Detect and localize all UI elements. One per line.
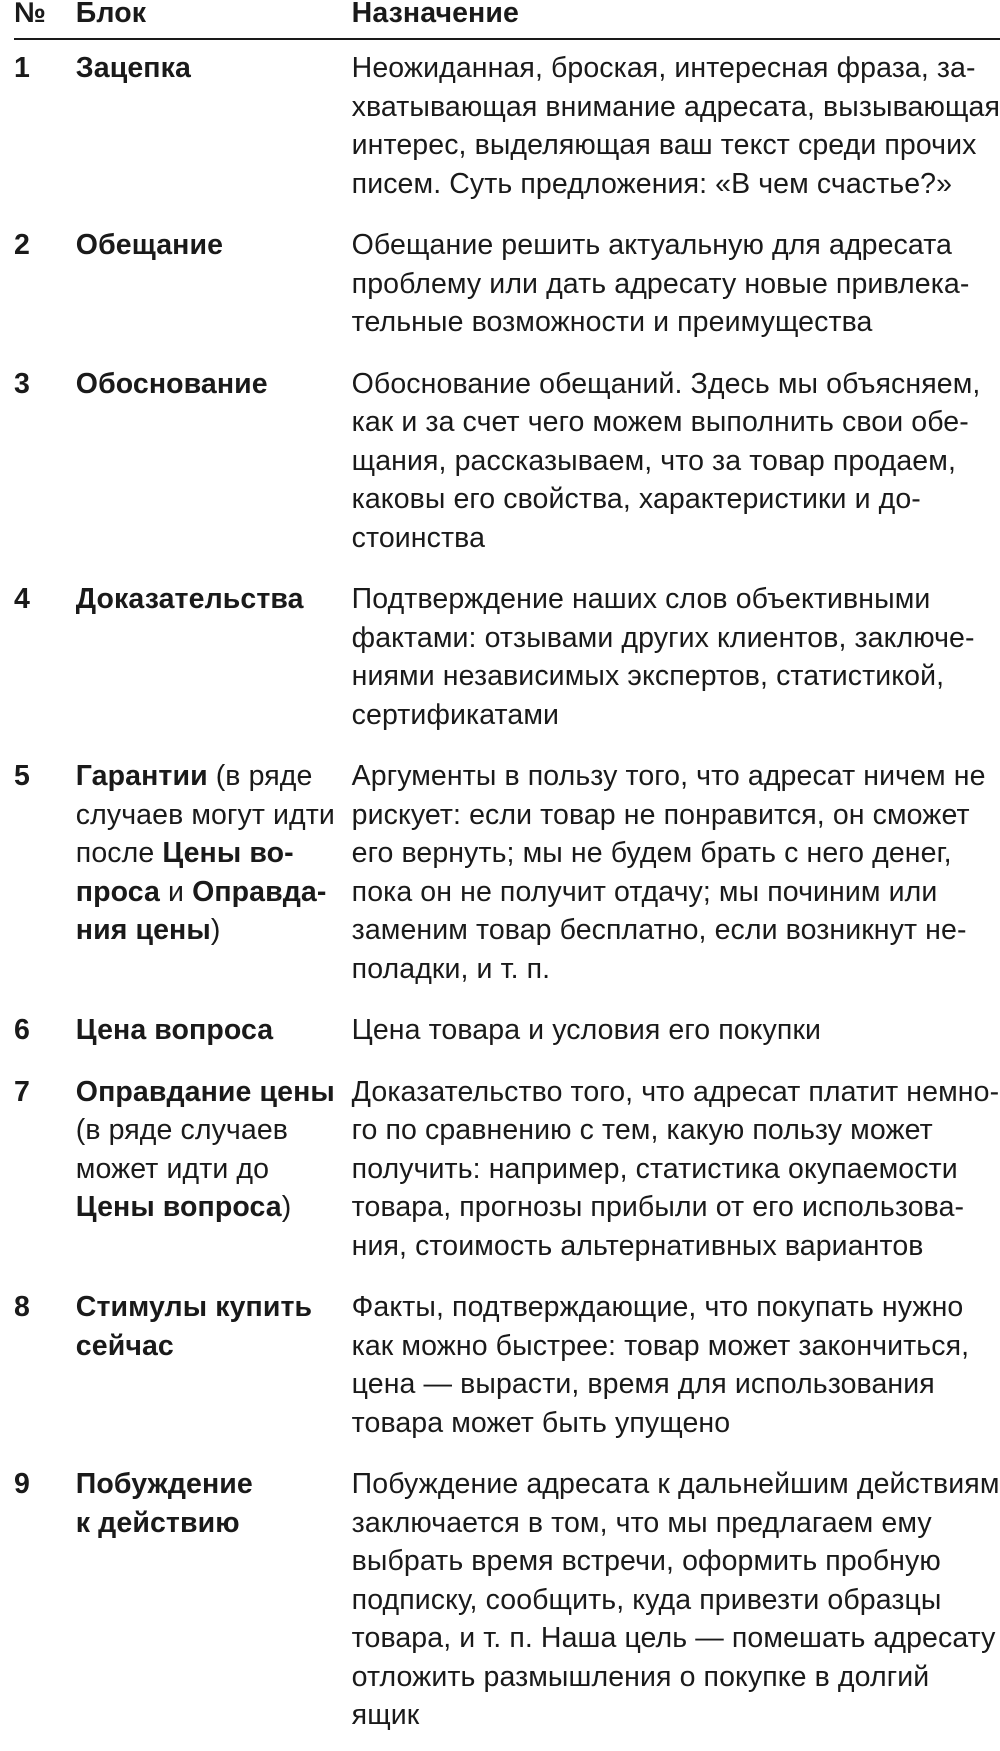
purpose-line: товара, и т. п. Наша цель — помешать адресату — [351, 1622, 996, 1654]
block-name-line — [76, 365, 352, 404]
purpose-line: интерес, выделяющая ваш текст среди прочих — [351, 129, 977, 161]
purpose-line: Обещание решить актуальную для адресата — [351, 229, 953, 261]
table-row — [14, 219, 1000, 358]
block-name-note: и — [160, 875, 193, 908]
block-name-bold: Цена вопроса — [75, 1014, 274, 1046]
table-row — [14, 1066, 1000, 1282]
block-name-line — [76, 1111, 352, 1150]
row-number: 4 — [14, 583, 30, 615]
purpose-line: фактами: отзывами других клиентов, заключе- — [351, 621, 975, 654]
header-purpose: Назначение — [352, 0, 1000, 39]
block-name-bold: к действию — [75, 1506, 240, 1539]
block-name-line — [76, 834, 352, 873]
purpose-line: получить: например, статистика окупаемости — [351, 1152, 958, 1185]
row-number: 1 — [14, 52, 30, 84]
block-name — [76, 219, 352, 358]
block-name — [76, 39, 352, 219]
block-name-bold: Оправдание цены — [75, 1075, 335, 1108]
purpose-line: товара может быть упущено — [351, 1406, 731, 1439]
block-name-note: может идти до — [75, 1152, 270, 1185]
row-number: 3 — [14, 367, 30, 400]
purpose-line: каковы его свойства, характеристики и до- — [351, 483, 921, 515]
block-name-bold: Стимулы купить — [75, 1291, 313, 1323]
table-row — [14, 1281, 1000, 1458]
purpose-line: Факты, подтверждающие, что покупать нужно — [351, 1291, 964, 1323]
block-name-bold: Цены вопроса — [75, 1191, 282, 1223]
block-name-bold: Обоснование — [75, 367, 268, 400]
block-name-line — [76, 796, 352, 835]
block-purpose — [352, 219, 1000, 358]
block-purpose — [352, 1458, 1000, 1751]
block-name-line — [76, 1011, 352, 1050]
purpose-line: поладки, и т. п. — [351, 952, 551, 985]
purpose-line: ния, стоимость альтернативных вариантов — [351, 1229, 924, 1262]
purpose-line: Обоснование обещаний. Здесь мы объясняем, — [351, 367, 981, 400]
purpose-line: как и за счет чего можем выполнить свои обе- — [351, 406, 969, 438]
purpose-line: стоинства — [351, 521, 486, 554]
table-header — [14, 0, 1000, 39]
block-name-line — [76, 580, 352, 619]
block-name-line — [76, 1327, 352, 1366]
block-purpose — [352, 39, 1000, 219]
table-row — [14, 1458, 1000, 1751]
block-name-line — [76, 1504, 352, 1543]
block-name-bold: ния цены — [75, 914, 211, 946]
purpose-line: ящик — [351, 1699, 420, 1731]
purpose-line: подписку, сообщить, куда привезти образцы — [351, 1583, 942, 1616]
block-name-line — [76, 757, 352, 796]
block-name-note: после — [75, 837, 163, 869]
row-number: 7 — [14, 1075, 30, 1108]
block-purpose — [352, 750, 1000, 1004]
block-name — [76, 1066, 352, 1282]
block-name-bold: Оправда- — [192, 875, 327, 908]
block-name-bold: Цены во- — [162, 837, 294, 869]
block-name-note: (в ряде случаев — [75, 1114, 289, 1146]
table-body — [14, 39, 1000, 1751]
block-name-bold: сейчас — [75, 1329, 174, 1362]
purpose-line: проблему или дать адресату новые привлека- — [351, 267, 970, 300]
header-block: Блок — [76, 0, 352, 39]
block-name-line — [76, 49, 352, 88]
purpose-line: заключается в том, что мы предлагаем ему — [351, 1506, 932, 1539]
block-name-line — [76, 1073, 352, 1112]
row-number: 6 — [14, 1014, 30, 1046]
purpose-line: сертификатами — [351, 698, 560, 731]
block-name-note: ) — [210, 914, 221, 946]
block-name — [76, 1458, 352, 1751]
purpose-line: щания, рассказываем, что за товар продаем, — [351, 444, 956, 477]
purpose-line: Цена товара и условия его покупки — [351, 1014, 822, 1046]
block-purpose — [352, 1004, 1000, 1066]
header-number: № — [14, 0, 76, 39]
purpose-line: цена — вырасти, время для использования — [351, 1368, 935, 1400]
row-number: 2 — [14, 229, 30, 261]
block-name-note: ) — [281, 1191, 292, 1223]
purpose-line: Неожиданная, броская, интересная фраза, за- — [351, 52, 976, 84]
purpose-line: товара, прогнозы прибыли от его использова- — [351, 1191, 965, 1223]
purpose-line: Доказательство того, что адресат платит немно- — [351, 1075, 1000, 1108]
purpose-line: хватывающая внимание адресата, вызывающая — [351, 90, 1000, 123]
row-number: 9 — [14, 1468, 30, 1500]
table-row — [14, 1004, 1000, 1066]
block-name-bold: проса — [75, 875, 161, 908]
block-name-line — [76, 1288, 352, 1327]
purpose-line: выбрать время встречи, оформить пробную — [351, 1545, 941, 1577]
purpose-line: писем. Суть предложения: «В чем счастье?» — [351, 167, 953, 200]
purpose-line: тельные возможности и преимущества — [351, 306, 873, 338]
block-name — [76, 573, 352, 750]
block-name-note: (в ряде — [207, 760, 313, 792]
purpose-line: Побуждение адресата к дальнейшим действиям — [351, 1468, 1000, 1500]
purpose-line: Подтверждение наших слов объективными — [351, 583, 931, 615]
block-name-bold: Гарантии — [75, 760, 208, 792]
table-row — [14, 573, 1000, 750]
purpose-line: заменим товар бесплатно, если возникнут не- — [351, 914, 967, 946]
block-name-note: случаев могут идти — [75, 798, 335, 831]
block-name-line — [76, 1465, 352, 1504]
table-row — [14, 750, 1000, 1004]
block-name-line — [76, 911, 352, 950]
block-name — [76, 1281, 352, 1458]
block-name-line — [76, 226, 352, 265]
purpose-line: его вернуть; мы не будем брать с него денег, — [351, 837, 952, 869]
block-name — [76, 750, 352, 1004]
block-name — [76, 358, 352, 574]
block-purpose — [352, 1281, 1000, 1458]
purpose-line: как можно быстрее: товар может закончиться, — [351, 1329, 970, 1362]
purpose-line: пока он не получит отдачу; мы починим или — [351, 875, 938, 908]
table-row — [14, 358, 1000, 574]
block-name-line — [76, 873, 352, 912]
block-name-line — [76, 1150, 352, 1189]
block-name-bold: Побуждение — [75, 1468, 253, 1500]
block-name-bold: Доказательства — [75, 583, 304, 615]
block-name-bold: Обещание — [75, 229, 224, 261]
block-name-line — [76, 1188, 352, 1227]
purpose-line: отложить размышления о покупке в долгий — [351, 1660, 930, 1693]
row-number: 8 — [14, 1291, 30, 1323]
block-purpose — [352, 358, 1000, 574]
row-number: 5 — [14, 760, 30, 792]
purpose-line: го по сравнению с тем, какую пользу может — [351, 1114, 933, 1146]
purpose-line: Аргументы в пользу того, что адресат ничем не — [351, 760, 986, 792]
purpose-line: ниями независимых экспертов, статистикой, — [351, 660, 945, 692]
table-row — [14, 39, 1000, 219]
block-name-bold: Зацепка — [75, 52, 191, 84]
selling-letter-structure-table — [14, 0, 1000, 1751]
block-purpose — [352, 1066, 1000, 1282]
block-name — [76, 1004, 352, 1066]
purpose-line: рискует: если товар не понравится, он сможет — [351, 798, 970, 831]
block-purpose — [352, 573, 1000, 750]
